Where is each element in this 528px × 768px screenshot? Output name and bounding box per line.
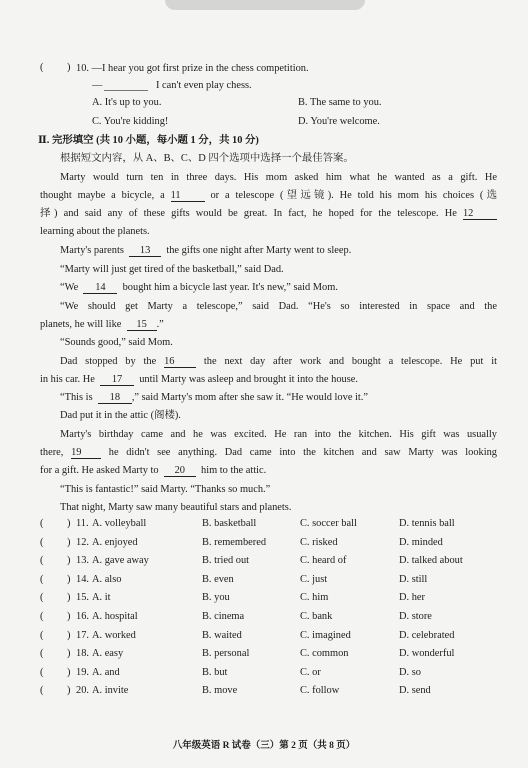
option-a: A. and — [92, 666, 120, 678]
q10-option-a: A. It's up to you. — [92, 97, 162, 108]
question-number: 14. — [76, 573, 89, 585]
passage-line: Marty's parents 13 the gifts one night after Marty went to sleep. — [60, 245, 352, 256]
passage-line: 择) and said any of these gifts would be great. In fact, he hoped for the telescope. He 12 — [40, 207, 497, 220]
option-a: A. it — [92, 592, 111, 604]
option-a: A. invite — [92, 685, 129, 697]
answer-paren-close: ) — [67, 685, 71, 697]
blank-15: 15 — [127, 319, 157, 331]
answer-paren-open: ( — [40, 518, 44, 529]
option-d: D. wonderful — [399, 648, 455, 660]
question-number: 11. — [76, 518, 89, 529]
q10-reply: I can't even play chess. — [156, 80, 252, 91]
option-a: A. also — [92, 573, 122, 585]
blank-20: 20 — [164, 465, 196, 477]
passage-line: “We should get Marty a telescope,” said Dad. “He's so interested in space and the — [60, 301, 497, 312]
answer-paren-close: ) — [67, 648, 71, 660]
blank-11: 11 — [171, 190, 205, 202]
option-b: B. even — [202, 573, 234, 585]
blank-19: 19 — [71, 447, 101, 459]
q10-dash: — — [92, 80, 103, 91]
option-b: B. cinema — [202, 611, 245, 622]
option-b: B. remembered — [202, 536, 267, 548]
option-a: A. enjoyed — [92, 536, 138, 548]
q10-stem: 10. —I hear you got first prize in the chess competition. — [76, 63, 309, 74]
blank-14: 14 — [83, 282, 117, 294]
answer-paren-open: ( — [40, 62, 44, 73]
answer-paren-open: ( — [40, 666, 44, 678]
blank-12: 12 — [463, 208, 497, 220]
option-d: D. still — [399, 573, 428, 585]
option-c: C. just — [300, 573, 328, 585]
answer-paren-close: ) — [67, 629, 71, 641]
answer-paren-open: ( — [40, 611, 44, 622]
option-b: B. personal — [202, 648, 250, 660]
answer-paren-close: ) — [67, 573, 71, 585]
blank-18: 18 — [98, 392, 132, 404]
option-d: D. so — [399, 666, 421, 678]
option-a: A. gave away — [92, 555, 149, 567]
option-b: B. you — [202, 592, 230, 604]
option-c: C. follow — [300, 685, 340, 697]
question-number: 17. — [76, 629, 89, 641]
question-number: 20. — [76, 685, 89, 697]
option-a: A. hospital — [92, 611, 138, 622]
answer-paren-open: ( — [40, 573, 44, 585]
option-b: B. waited — [202, 629, 242, 641]
option-b: B. move — [202, 685, 238, 697]
passage-line: “We 14 bought him a bicycle last year. It's new,” said Mom. — [60, 282, 338, 293]
option-d: D. minded — [399, 536, 443, 548]
option-b: B. tried out — [202, 555, 250, 567]
passage-line: in his car. He 17 until Marty was asleep and brought it into the house. — [40, 374, 358, 385]
page-footer: 八年级英语 R 试卷（三）第 2 页（共 8 页） — [172, 741, 356, 751]
passage-line: thought maybe a bicycle, a 11 or a telescope (望远镜). He told his mom his choices (选 — [40, 190, 497, 201]
passage-line: “This is 18 ,” said Marty's mom after she saw it. “He would love it.” — [60, 392, 369, 403]
option-c: C. common — [300, 648, 349, 660]
answer-paren-open: ( — [40, 648, 44, 660]
question-number: 13. — [76, 555, 89, 567]
passage-line: for a gift. He asked Marty to 20 him to the attic. — [40, 465, 267, 476]
option-c: C. bank — [300, 611, 333, 622]
question-number: 16. — [76, 611, 89, 622]
option-c: C. imagined — [300, 629, 351, 641]
option-c: C. him — [300, 592, 329, 604]
q10-option-b: B. The same to you. — [298, 97, 382, 108]
passage-line: Marty's birthday came and he was excited. He ran into the kitchen. His gift was usually — [60, 429, 497, 440]
answer-paren-close: ) — [67, 611, 71, 622]
option-a: A. volleyball — [92, 518, 147, 529]
blank-13: 13 — [129, 245, 161, 257]
option-a: A. worked — [92, 629, 136, 641]
option-d: D. talked about — [399, 555, 463, 567]
option-b: B. basketball — [202, 518, 257, 529]
option-d: D. her — [399, 592, 425, 604]
blank-16: 16 — [164, 356, 196, 368]
option-d: D. store — [399, 611, 432, 622]
option-c: C. heard of — [300, 555, 347, 567]
answer-paren-close: ) — [67, 592, 71, 604]
option-b: B. but — [202, 666, 228, 678]
answer-paren-open: ( — [40, 536, 44, 548]
question-number: 19. — [76, 666, 89, 678]
passage-line: That night, Marty saw many beautiful stars and planets. — [60, 502, 292, 513]
answer-paren-open: ( — [40, 685, 44, 697]
blank-17: 17 — [100, 374, 134, 386]
passage-line: planets, he will like 15 .” — [40, 319, 164, 330]
option-c: C. risked — [300, 536, 338, 548]
answer-paren-close: ) — [67, 536, 71, 548]
answer-paren-close: ) — [67, 666, 71, 678]
answer-paren-open: ( — [40, 555, 44, 567]
q10-option-d: D. You're welcome. — [298, 116, 380, 127]
answer-paren-open: ( — [40, 592, 44, 604]
question-number: 15. — [76, 592, 89, 604]
option-d: D. tennis ball — [399, 518, 455, 529]
passage-line: “Sounds good,” said Mom. — [60, 337, 173, 348]
option-d: D. send — [399, 685, 431, 697]
q10-blank — [104, 90, 148, 91]
question-number: 18. — [76, 648, 89, 660]
passage-line: Dad stopped by the 16 the next day after work and bought a telescope. He put it — [60, 356, 497, 367]
section-title: Ⅱ. 完形填空 (共 10 小题，每小题 1 分，共 10 分) — [38, 135, 259, 146]
answer-paren-close: ) — [67, 555, 71, 567]
option-c: C. or — [300, 666, 321, 678]
answer-paren-close: ) — [67, 518, 71, 529]
answer-paren-open: ( — [40, 629, 44, 641]
passage-line: “Marty will just get tired of the basketball,” said Dad. — [60, 264, 284, 275]
question-number: 12. — [76, 536, 89, 548]
section-instruction: 根据短文内容，从 A、B、C、D 四个选项中选择一个最佳答案。 — [60, 153, 354, 164]
option-d: D. celebrated — [399, 629, 455, 641]
passage-line: “This is fantastic!” said Marty. “Thanks so much.” — [60, 484, 271, 495]
option-c: C. soccer ball — [300, 518, 357, 529]
passage-line: there, 19 he didn't see anything. Dad came into the kitchen and saw Marty was looking — [40, 447, 497, 458]
passage-line: learning about the planets. — [40, 226, 150, 237]
passage-line: Dad put it in the attic (阁楼). — [60, 410, 181, 421]
answer-paren-close: ) — [67, 62, 71, 73]
q10-option-c: C. You're kidding! — [92, 116, 169, 127]
option-a: A. easy — [92, 648, 124, 660]
passage-line: Marty would turn ten in three days. His mom asked him what he wanted as a gift. He — [60, 172, 497, 183]
